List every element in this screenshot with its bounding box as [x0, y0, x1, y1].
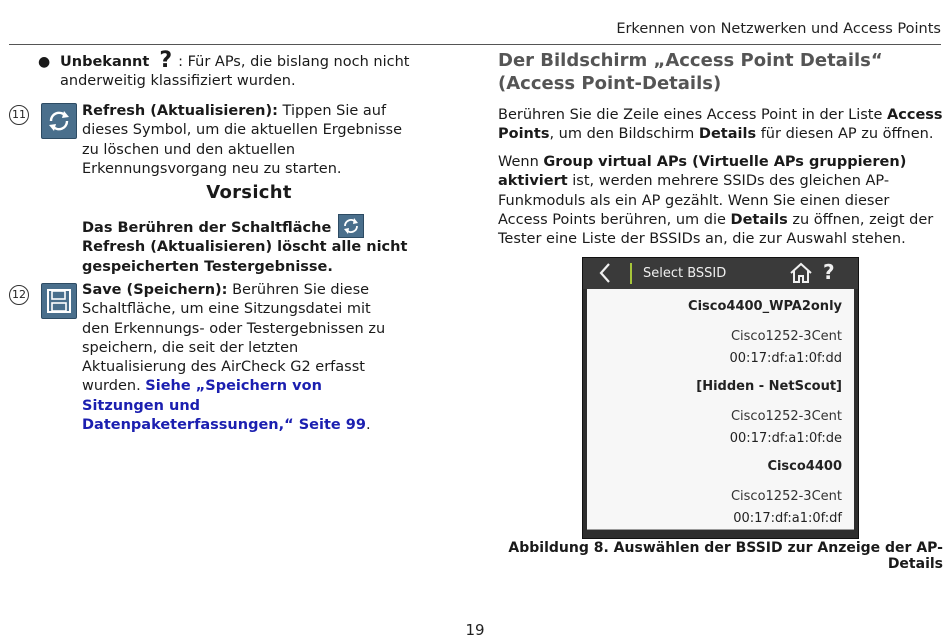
row-bssid: 00:17:df:a1:0f:dd [729, 351, 842, 366]
bssid-row[interactable] [587, 369, 854, 450]
refresh-icon [41, 103, 77, 139]
p1-bold-details: Details [698, 126, 757, 143]
device-screen-title: Select BSSID [643, 266, 727, 281]
row-ap-name: Cisco1252-3Cent [730, 489, 842, 504]
refresh-desc: Tippen Sie auf dieses Symbol, um die aktuellen Ergebnisse zu löschen und den aktuellen Erkennungsvorgang neu zu starten. [82, 103, 403, 177]
help-icon[interactable]: ? [823, 260, 835, 284]
page-number: 19 [465, 621, 485, 639]
row-ap-name: Cisco1252-3Cent [730, 329, 842, 344]
device-title-bar [583, 258, 858, 289]
figure-caption: Abbildung 8. Auswählen der BSSID zur Anzeige der AP-Details [508, 540, 943, 572]
caution-text-before: Das Berühren der Schaltfläche [82, 220, 332, 236]
save-desc: Berühren Sie diese Schaltfläche, um eine Sitzungsdatei mit den Erkennungs- oder Testergebnissen zu speichern, die seit der letzten Aktualisierung des AirCheck G2 erfasst wurden. [82, 282, 386, 395]
item-number-11: 11 [9, 105, 29, 125]
back-icon[interactable] [597, 262, 613, 288]
item-number-12: 12 [9, 285, 29, 305]
bullet-dot: ● [38, 54, 51, 70]
p2-text-a: Wenn [498, 154, 544, 170]
p1-text-a: Berühren Sie die Zeile eines Access Point in der Liste [498, 107, 888, 123]
refresh-icon-inline [338, 214, 364, 238]
save-description [82, 281, 400, 435]
paragraph-1 [498, 106, 943, 145]
unknown-desc: : Für APs, die bislang noch nicht anderweitig klassifiziert wurden. [60, 54, 410, 90]
bssid-row[interactable] [587, 289, 854, 370]
p2-bold-details: Details [730, 211, 788, 228]
save-after-link: . [365, 417, 371, 434]
p2-bold-group-virtual-aps: Group virtual APs (Virtuelle APs gruppieren) aktiviert [498, 154, 907, 190]
row-ap-name: Cisco1252-3Cent [730, 409, 842, 424]
p1-text-c: , um den Bildschirm [549, 126, 699, 143]
save-cross-reference-link[interactable]: Siehe „Speichern von Sitzungen und Datenpaketerfassungen,“ Seite 99 [82, 378, 366, 434]
caution-heading: Vorsicht [206, 182, 292, 203]
paragraph-2 [498, 153, 943, 249]
home-icon[interactable] [789, 262, 813, 288]
title-separator [630, 263, 632, 284]
header-rule [9, 44, 941, 45]
refresh-label: Refresh (Aktualisieren): [82, 103, 278, 119]
bssid-row[interactable] [587, 449, 854, 530]
refresh-description [82, 102, 402, 179]
unknown-item [60, 50, 430, 92]
p1-text-e: für diesen AP zu öffnen. [756, 126, 934, 143]
unknown-label: Unbekannt [60, 54, 150, 70]
unknown-icon: ? [159, 48, 173, 73]
row-ssid: Cisco4400_WPA2only [688, 299, 842, 314]
caution-text [82, 214, 412, 277]
p2-text-e: zu öffnen, zeigt der Tester eine Liste der BSSIDs an, die zur Auswahl stehen. [498, 211, 934, 248]
save-icon [41, 283, 77, 319]
row-bssid: 00:17:df:a1:0f:de [729, 431, 842, 446]
caution-text-after: Refresh (Aktualisieren) löscht alle nicht gespeicherten Testergebnisse. [82, 239, 408, 275]
p2-text-c: ist, werden mehrere SSIDs des gleichen AP-Funkmoduls als ein AP gezählt. Wenn Sie einen dieser Access Points berühren, um die [498, 173, 890, 228]
p1-bold-access-points: Access Points [498, 107, 943, 143]
running-header: Erkennen von Netzwerken und Access Points [616, 21, 941, 37]
row-ssid: Cisco4400 [767, 459, 842, 474]
section-title: Der Bildschirm „Access Point Details“ (Access Point-Details) [498, 50, 883, 94]
row-bssid: 00:17:df:a1:0f:df [733, 511, 842, 526]
device-screenshot [582, 257, 859, 539]
row-ssid: [Hidden - NetScout] [696, 379, 842, 394]
save-label: Save (Speichern): [82, 282, 228, 298]
bssid-list [587, 289, 854, 529]
